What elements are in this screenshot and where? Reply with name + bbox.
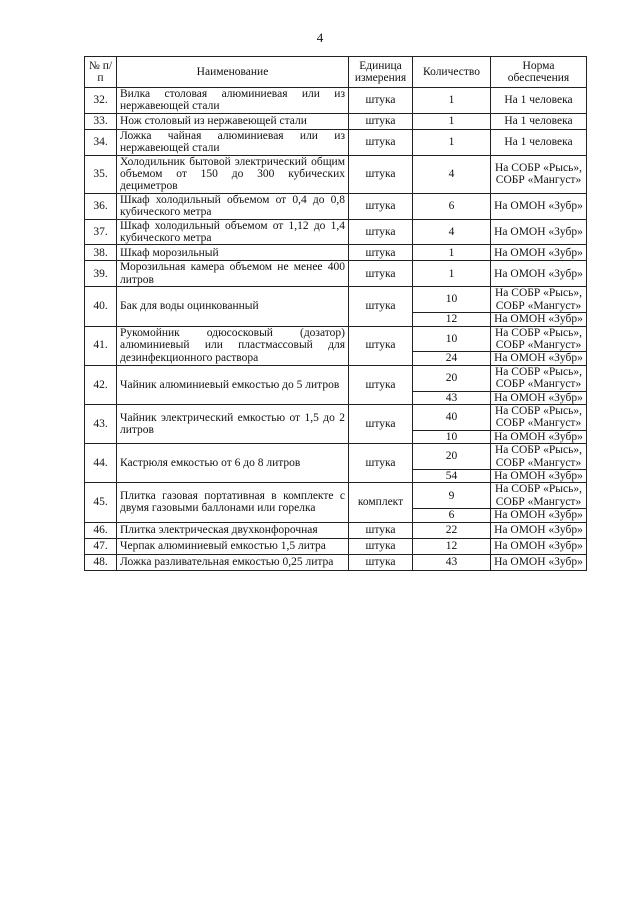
row-number: 48. [85, 554, 117, 570]
item-unit: штука [349, 155, 413, 193]
table-row [85, 538, 587, 554]
item-unit: штука [349, 113, 413, 129]
item-quantity: 1 [413, 245, 491, 261]
item-quantity: 22 [413, 522, 491, 538]
table-row [85, 129, 587, 155]
item-name: Шкаф морозильный [117, 245, 349, 261]
item-unit: штука [349, 404, 413, 443]
item-norm: На ОМОН «Зубр» [491, 391, 587, 404]
row-number: 33. [85, 113, 117, 129]
item-norm: На СОБР «Рысь», СОБР «Мангуст» [491, 404, 587, 430]
item-norm: На ОМОН «Зубр» [491, 352, 587, 365]
table-row [85, 326, 587, 352]
item-unit: штука [349, 193, 413, 219]
item-norm: На СОБР «Рысь», СОБР «Мангуст» [491, 444, 587, 470]
table-row [85, 261, 587, 287]
item-quantity: 40 [413, 404, 491, 430]
item-norm: На ОМОН «Зубр» [491, 538, 587, 554]
item-name: Ложка разливательная емкостью 0,25 литра [117, 554, 349, 570]
table-row [85, 245, 587, 261]
table-header [85, 57, 587, 88]
item-name: Морозильная камера объемом не менее 400 литров [117, 261, 349, 287]
row-number: 36. [85, 193, 117, 219]
item-norm: На 1 человека [491, 113, 587, 129]
row-number: 42. [85, 365, 117, 404]
row-number: 35. [85, 155, 117, 193]
item-norm: На ОМОН «Зубр» [491, 522, 587, 538]
item-quantity: 1 [413, 88, 491, 114]
header-norm: Норма обеспечения [491, 57, 587, 88]
table-row [85, 88, 587, 114]
row-number: 38. [85, 245, 117, 261]
header-name: Наименование [117, 57, 349, 88]
item-unit: комплект [349, 483, 413, 522]
table-body [85, 88, 587, 571]
header-qty: Количество [413, 57, 491, 88]
item-norm: На 1 человека [491, 88, 587, 114]
item-name: Ложка чайная алюминиевая или из нержавеющей стали [117, 129, 349, 155]
header-num: № п/п [85, 57, 117, 88]
item-unit: штука [349, 522, 413, 538]
table-row [85, 113, 587, 129]
table-row [85, 522, 587, 538]
item-name: Чайник алюминиевый емкостью до 5 литров [117, 365, 349, 404]
item-name: Шкаф холодильный объемом от 0,4 до 0,8 кубического метра [117, 193, 349, 219]
item-unit: штука [349, 287, 413, 326]
item-norm: На ОМОН «Зубр» [491, 509, 587, 522]
table-row [85, 219, 587, 245]
item-norm: На СОБР «Рысь», СОБР «Мангуст» [491, 483, 587, 509]
row-number: 37. [85, 219, 117, 245]
item-name: Плитка электрическая двухконфорочная [117, 522, 349, 538]
item-norm: На ОМОН «Зубр» [491, 261, 587, 287]
item-name: Вилка столовая алюминиевая или из нержавеющей стали [117, 88, 349, 114]
table-row [85, 483, 587, 509]
row-number: 46. [85, 522, 117, 538]
item-norm: На ОМОН «Зубр» [491, 313, 587, 326]
page-number: 4 [316, 30, 324, 45]
row-number: 47. [85, 538, 117, 554]
item-unit: штука [349, 219, 413, 245]
row-number: 39. [85, 261, 117, 287]
item-norm: На ОМОН «Зубр» [491, 245, 587, 261]
item-name: Чайник электрический емкостью от 1,5 до 2 литров [117, 404, 349, 443]
item-name: Шкаф холодильный объемом от 1,12 до 1,4 кубического метра [117, 219, 349, 245]
row-number: 41. [85, 326, 117, 365]
row-number: 45. [85, 483, 117, 522]
table-row [85, 287, 587, 313]
item-name: Нож столовый из нержавеющей стали [117, 113, 349, 129]
item-name: Холодильник бытовой электрический общим объемом от 150 до 300 кубических дециметров [117, 155, 349, 193]
item-unit: штука [349, 88, 413, 114]
item-quantity: 10 [413, 287, 491, 313]
table-row [85, 365, 587, 391]
item-name: Рукомойник одюсосковый (дозатор) алюминиевый или пластмассовый для дезинфекционного раствора [117, 326, 349, 365]
item-norm: На ОМОН «Зубр» [491, 554, 587, 570]
item-norm: На ОМОН «Зубр» [491, 193, 587, 219]
row-number: 40. [85, 287, 117, 326]
item-quantity: 43 [413, 391, 491, 404]
item-norm: На ОМОН «Зубр» [491, 430, 587, 443]
item-norm: На ОМОН «Зубр» [491, 469, 587, 482]
item-quantity: 9 [413, 483, 491, 509]
item-quantity: 20 [413, 365, 491, 391]
item-norm: На 1 человека [491, 129, 587, 155]
row-number: 32. [85, 88, 117, 114]
item-norm: На СОБР «Рысь», СОБР «Мангуст» [491, 365, 587, 391]
item-unit: штука [349, 326, 413, 365]
item-name: Черпак алюминиевый емкостью 1,5 литра [117, 538, 349, 554]
item-quantity: 10 [413, 430, 491, 443]
item-quantity: 12 [413, 313, 491, 326]
table-row [85, 155, 587, 193]
table-row [85, 193, 587, 219]
item-quantity: 10 [413, 326, 491, 352]
item-norm: На СОБР «Рысь», СОБР «Мангуст» [491, 287, 587, 313]
item-norm: На СОБР «Рысь», СОБР «Мангуст» [491, 326, 587, 352]
item-quantity: 1 [413, 261, 491, 287]
item-quantity: 4 [413, 219, 491, 245]
item-unit: штука [349, 261, 413, 287]
item-quantity: 6 [413, 193, 491, 219]
table-row [85, 444, 587, 470]
row-number: 43. [85, 404, 117, 443]
table-row [85, 554, 587, 570]
item-unit: штука [349, 245, 413, 261]
item-quantity: 12 [413, 538, 491, 554]
item-name: Бак для воды оцинкованный [117, 287, 349, 326]
item-unit: штука [349, 554, 413, 570]
norms-table [84, 56, 587, 571]
item-quantity: 4 [413, 155, 491, 193]
item-quantity: 54 [413, 469, 491, 482]
item-unit: штука [349, 444, 413, 483]
header-unit: Единица измерения [349, 57, 413, 88]
item-quantity: 24 [413, 352, 491, 365]
item-norm: На ОМОН «Зубр» [491, 219, 587, 245]
item-name: Плитка газовая портативная в комплекте с двумя газовыми баллонами или горелка [117, 483, 349, 522]
item-norm: На СОБР «Рысь», СОБР «Мангуст» [491, 155, 587, 193]
item-quantity: 20 [413, 444, 491, 470]
item-quantity: 1 [413, 129, 491, 155]
item-quantity: 43 [413, 554, 491, 570]
row-number: 34. [85, 129, 117, 155]
item-unit: штука [349, 365, 413, 404]
item-unit: штука [349, 129, 413, 155]
table-row [85, 404, 587, 430]
item-unit: штука [349, 538, 413, 554]
item-name: Кастрюля емкостью от 6 до 8 литров [117, 444, 349, 483]
row-number: 44. [85, 444, 117, 483]
item-quantity: 1 [413, 113, 491, 129]
item-quantity: 6 [413, 509, 491, 522]
